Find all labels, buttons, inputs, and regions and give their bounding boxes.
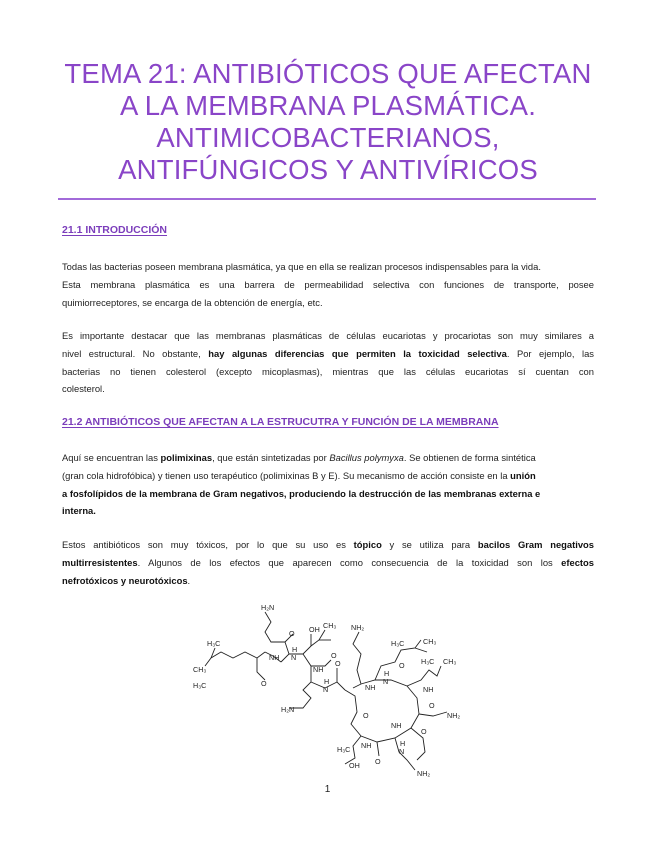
atom-label: NH [269,653,280,662]
atom-label: H [384,669,390,678]
bond-path [415,648,427,652]
text-run: y se utiliza para [381,539,478,550]
text-run: Aquí se encuentran las [62,452,161,463]
bold-text: hay algunas diferencias que permiten la toxicidad selectiva [208,347,507,359]
ring-path [345,680,419,742]
bold-text: bacilos Gram negativos [477,539,594,550]
paragraph-intro-1 [62,258,594,311]
atom-label: O [363,711,369,720]
bond-path [377,742,379,756]
bond-path [407,666,441,686]
bold-text: interna. [62,505,96,517]
atom-label: H₂N [281,705,295,714]
atom-label: O [399,661,405,670]
atom-label: CH₃ [443,657,457,666]
text-run: , que están sintetizadas por [212,452,330,463]
atom-label: H [292,645,298,654]
text-run: . Por ejemplo, las [506,347,594,359]
chemical-structure-diagram [185,600,475,780]
atom-label: N [399,747,405,756]
atom-label: NH₂ [447,711,461,720]
bond-path [205,652,265,666]
text-run: Estos antibióticos son muy tóxicos, por lo que su uso es [62,539,354,550]
title-line: A LA MEMBRANA PLASMÁTICA. [119,90,537,121]
atom-label: N [383,677,389,686]
title-divider [58,198,596,200]
bold-text: a fosfolípidos de la membrana de Gram negativos, produciendo la destrucción de las membranas externa e [62,487,541,499]
text-run: nivel estructural. No obstante, [62,347,209,359]
atom-label: H [400,739,406,748]
atom-label: OH [309,625,320,634]
bond-path [419,712,447,716]
atom-label: NH₂ [417,769,431,778]
text-run: . [187,574,191,586]
text-run: . Se obtienen de forma sintética [403,452,536,463]
atom-label: H₃C [193,681,207,690]
atom-label: NH [391,721,402,730]
atom-label: NH₂ [351,623,365,632]
text-line: Todas las bacterias poseen membrana plasmática, ya que en ella se realizan procesos indispensables para la vida. [62,261,541,272]
title-line: ANTIFÚNGICOS Y ANTIVÍRICOS [118,154,538,185]
bold-text: unión [510,469,536,481]
atom-label: NH [313,665,324,674]
atom-label: O [421,727,427,736]
atom-label: O [335,659,341,668]
section-heading-introduccion: 21.1 INTRODUCCIÓN [62,224,168,236]
atom-label: O [331,651,337,660]
text-line [62,536,594,554]
text-line: Es importante destacar que las membranas plasmáticas de células eucariotas y procariotas son muy similares a [62,330,594,341]
atom-label: NH [365,683,376,692]
atom-label: CH₃ [323,621,337,630]
atom-label: O [375,757,381,766]
atom-label: NH [423,685,434,694]
atom-label: OH [349,761,360,770]
bold-text: tópico [353,539,382,550]
bold-text: efectos [561,556,594,568]
text-line [62,502,594,520]
paragraph-polimixinas-1 [62,449,594,520]
bold-text: polimixinas [160,452,213,463]
bold-text: multirresistentes [62,556,138,568]
atom-label: H₃C [337,745,351,754]
page-title [58,58,598,186]
atom-label: H₂N [261,603,275,612]
italic-text: Bacillus polymyxa [329,452,404,463]
page-number: 1 [324,784,331,795]
atom-label: H₃C [421,657,435,666]
paragraph-polimixinas-2 [62,536,594,589]
bold-text: nefrotóxicos y neurotóxicos [62,574,188,586]
atom-label: H₃C [391,639,405,648]
text-run: (gran cola hidrofóbica) y tienen uso terapéutico (polimixinas B y E). Su mecanismo de acción consiste en la [62,469,511,481]
text-line: Esta membrana plasmática es una barrera de permeabilidad selectiva con funciones de transporte, posee [62,278,594,290]
atom-label: H₃C [207,639,221,648]
structure-labels [193,603,460,778]
bond-path [281,642,289,662]
text-line: colesterol. [62,383,105,395]
text-line [62,485,594,503]
bond-path [353,632,361,684]
text-line [62,554,594,572]
atom-label: O [289,629,295,638]
text-line: bacterias no tienen colesterol (excepto micoplasmas), mientras que las células eucariotas sí cuentan con [62,365,594,377]
bond-path [257,658,265,680]
text-line [62,467,594,485]
atom-label: O [261,679,267,688]
atom-label: N [291,653,297,662]
text-line [62,449,594,467]
atom-label: O [429,701,435,710]
atom-label: CH₃ [423,637,437,646]
paragraph-intro-2 [62,327,594,398]
text-line [62,345,594,363]
atom-label: N [323,685,329,694]
bond-path [289,666,311,708]
title-line: ANTIMICOBACTERIANOS, [156,122,500,153]
section-heading-antibioticos-membrana: 21.2 ANTIBIÓTICOS QUE AFECTAN A LA ESTRUCUTRA Y FUNCIÓN DE LA MEMBRANA [62,416,499,428]
atom-label: H [324,677,330,686]
atom-label: CH₃ [193,665,207,674]
title-line: TEMA 21: ANTIBIÓTICOS QUE AFECTAN [64,58,592,89]
polymyxin-structure-figure [185,600,475,780]
text-run: . Algunos de los efectos que aparecen como consecuencia de la toxicidad son los [137,556,562,568]
text-line: quimiorreceptores, se encarga de la obtención de energía, etc. [62,296,323,308]
atom-label: NH [361,741,372,750]
text-line [62,572,594,590]
